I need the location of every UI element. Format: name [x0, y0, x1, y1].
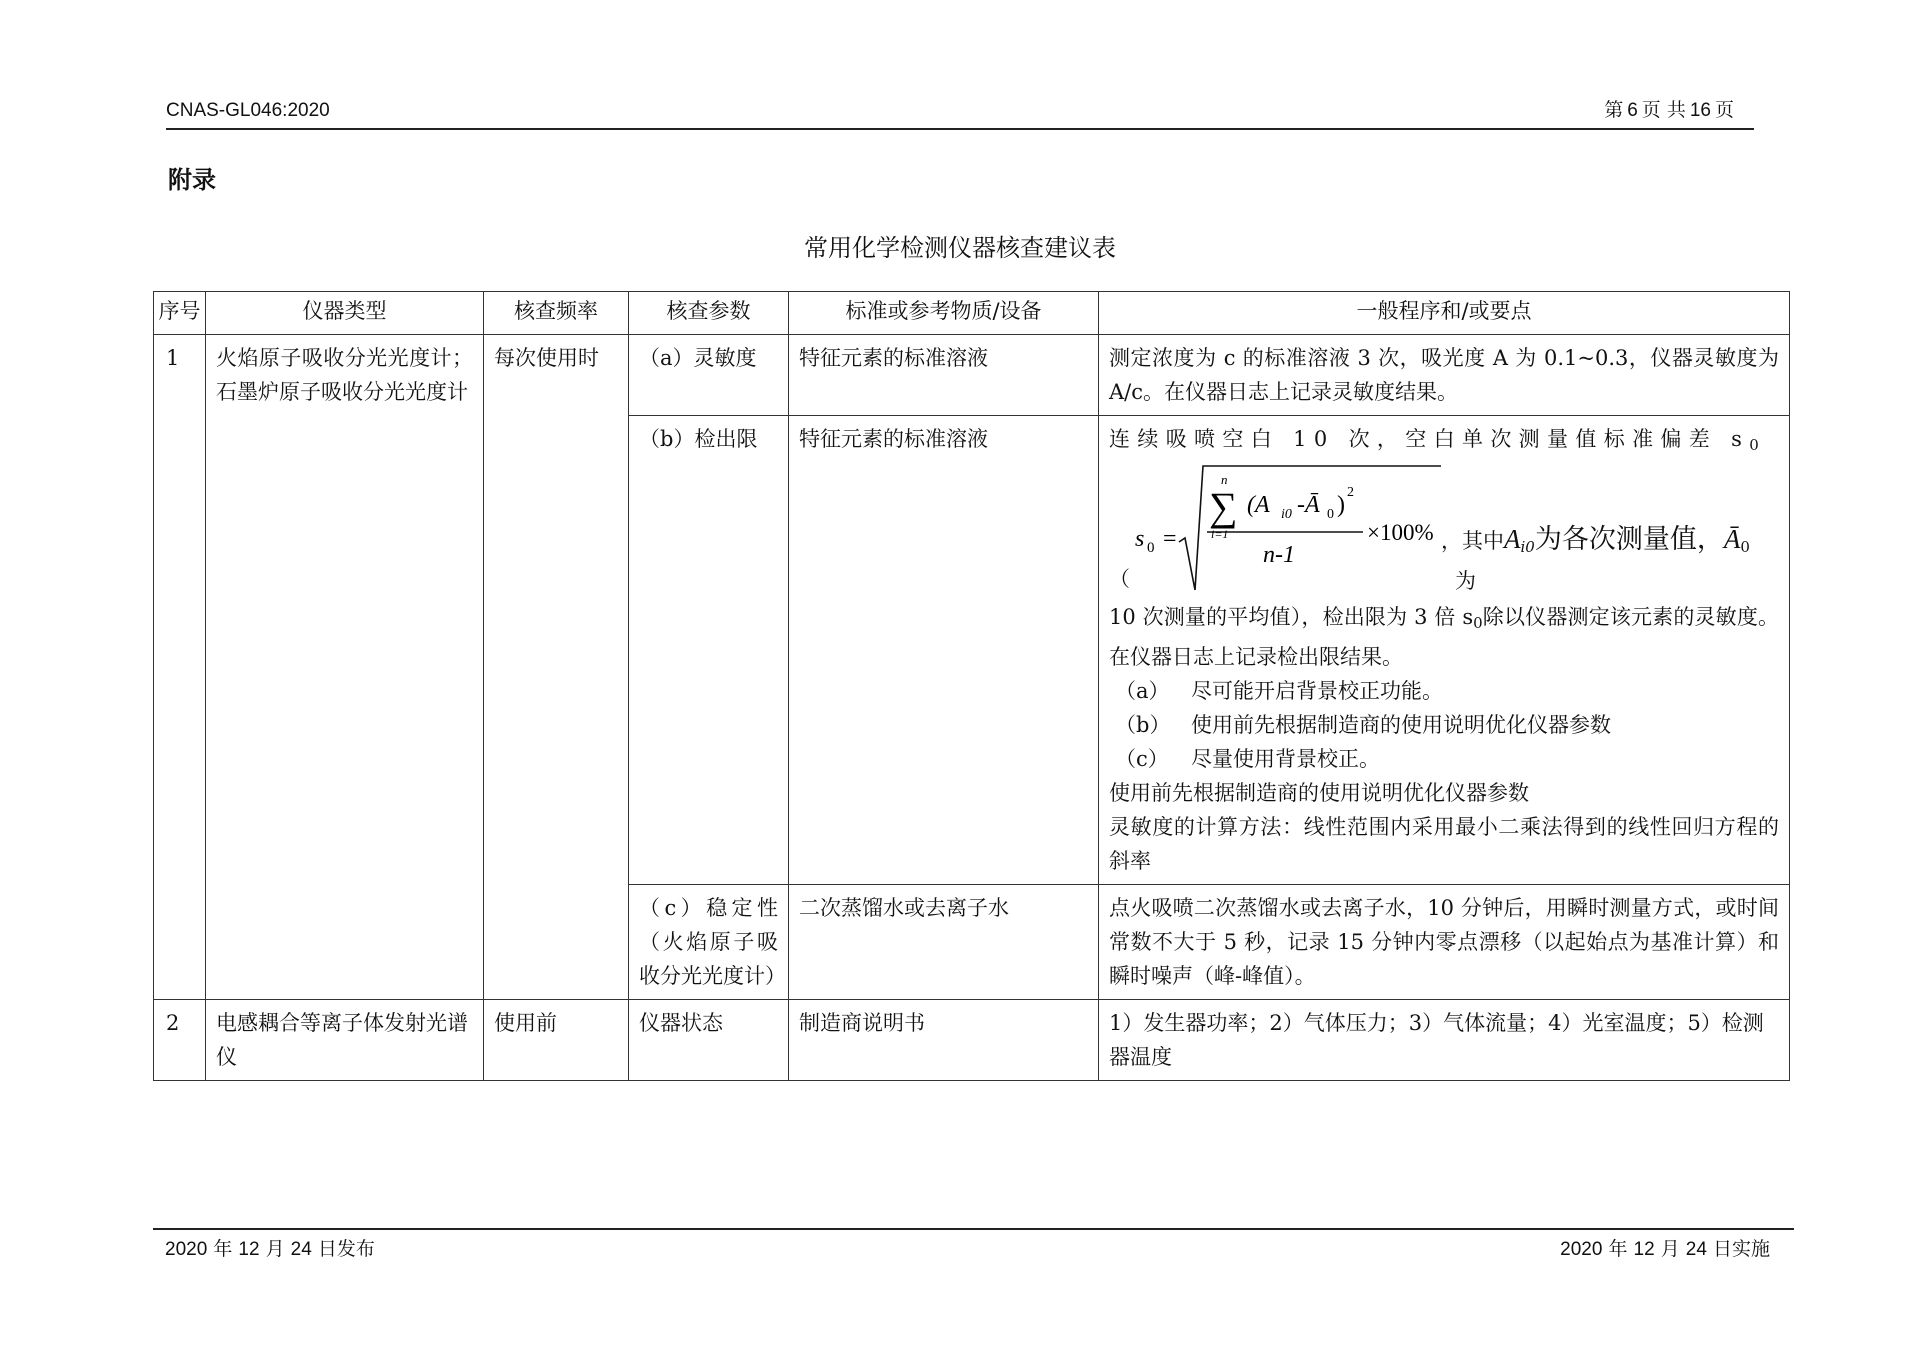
page-footer: [153, 1228, 1794, 1270]
svg-text:0: 0: [1147, 540, 1155, 556]
implementation-date: 2020 年 12 月 24 日实施: [1560, 1238, 1770, 1260]
procedure-text: 1）发生器功率；2）气体压力；3）气体流量；4）光室温度；5）检测器温度: [1099, 1000, 1790, 1081]
check-parameter: （c）稳定性（火焰原子吸收分光光度计）: [629, 885, 789, 1000]
svg-text:=: =: [1163, 526, 1177, 552]
procedure-cell: [1099, 416, 1790, 885]
svg-text:): ): [1337, 492, 1345, 518]
check-frequency: 每次使用时: [484, 335, 629, 1000]
procedure-text: 点火吸喷二次蒸馏水或去离子水，10 分钟后，用瞬时测量方式，或时间常数不大于 5 秒，记录 15 分钟内零点漂移（以起始点为基准计算）和瞬时噪声（峰-峰值）。: [1099, 885, 1790, 1000]
formula-description: ，其中$A_{i0}$为各次测量值，$Ā_0$为: [1441, 524, 1750, 593]
check-parameter: 仪器状态: [629, 1000, 789, 1081]
row-seq: 1: [154, 335, 206, 1000]
reference-material: 制造商说明书: [789, 1000, 1099, 1081]
column-header-frequency: 核查频率: [484, 292, 629, 335]
page-indicator: 第 6 页 共 16 页: [1604, 99, 1734, 121]
table-title: 常用化学检测仪器核查建议表: [804, 234, 1116, 262]
column-header-seq: 序号: [154, 292, 206, 335]
check-parameter: （a）灵敏度: [629, 335, 789, 416]
table-header-row: [154, 292, 1790, 335]
column-header-parameter: 核查参数: [629, 292, 789, 335]
formula-graphic: [1123, 462, 1443, 598]
check-frequency: 使用前: [484, 1000, 629, 1081]
svg-text:n: n: [1221, 472, 1228, 487]
page-header: [166, 96, 1754, 130]
reference-material: 二次蒸馏水或去离子水: [789, 885, 1099, 1000]
issue-date: 2020 年 12 月 24 日发布: [165, 1238, 375, 1260]
table-row: [154, 1000, 1790, 1081]
procedure-line: 灵敏度的计算方法：线性范围内采用最小二乘法得到的线性回归方程的斜率: [1109, 815, 1779, 873]
svg-text:i=1: i=1: [1211, 527, 1229, 541]
page-number: 6: [1627, 100, 1638, 121]
document-code: CNAS-GL046:2020: [166, 100, 330, 121]
svg-text:∑: ∑: [1209, 484, 1238, 529]
std-deviation-formula: （ s 0 = n ∑ i=1 (A i0 -Ā 0 ) 2 n-1 ×100% ，其中$A_{i0}$为各次测量值，$Ā_0$为: [1109, 462, 1779, 600]
list-item: （a） 尽可能开启背景校正功能。: [1115, 679, 1443, 703]
reference-material: 特征元素的标准溶液: [789, 335, 1099, 416]
list-item: （c） 尽量使用背景校正。: [1115, 747, 1380, 771]
procedure-line: 使用前先根据制造商的使用说明优化仪器参数: [1109, 781, 1529, 805]
row-seq: 2: [154, 1000, 206, 1081]
svg-text:n-1: n-1: [1263, 542, 1295, 568]
svg-text:i0: i0: [1281, 507, 1292, 522]
procedure-line: 10 次测量的平均值），检出限为 3 倍 $s_0$除以仪器测定该元素的灵敏度。在仪器日志上记录检出限结果。: [1109, 605, 1779, 669]
instrument-type: 电感耦合等离子体发射光谱仪: [206, 1000, 484, 1081]
appendix-heading: 附录: [168, 166, 216, 194]
column-header-reference: 标准或参考物质/设备: [789, 292, 1099, 335]
page-total: 16: [1689, 100, 1711, 121]
svg-text:(A: (A: [1247, 492, 1270, 518]
reference-material: 特征元素的标准溶液: [789, 416, 1099, 885]
svg-text:0: 0: [1327, 507, 1334, 522]
svg-text:2: 2: [1347, 485, 1354, 500]
list-item: （b） 使用前先根据制造商的使用说明优化仪器参数: [1115, 713, 1611, 737]
svg-text:-Ā: -Ā: [1297, 492, 1320, 518]
inspection-table: [153, 291, 1790, 1081]
svg-text:×100%: ×100%: [1367, 520, 1434, 545]
instrument-type: 火焰原子吸收分光光度计；石墨炉原子吸收分光光度计: [206, 335, 484, 1000]
table-row: [154, 335, 1790, 416]
procedure-line: 连续吸喷空白 10 次，空白单次测量值标准偏差 $s_0$: [1109, 427, 1767, 454]
check-parameter: （b）检出限: [629, 416, 789, 885]
procedure-text: 测定浓度为 c 的标准溶液 3 次，吸光度 A 为 0.1~0.3，仪器灵敏度为 A/c。在仪器日志上记录灵敏度结果。: [1099, 335, 1790, 416]
svg-text:s: s: [1135, 526, 1145, 552]
column-header-instrument: 仪器类型: [206, 292, 484, 335]
column-header-procedure: 一般程序和/或要点: [1099, 292, 1790, 335]
